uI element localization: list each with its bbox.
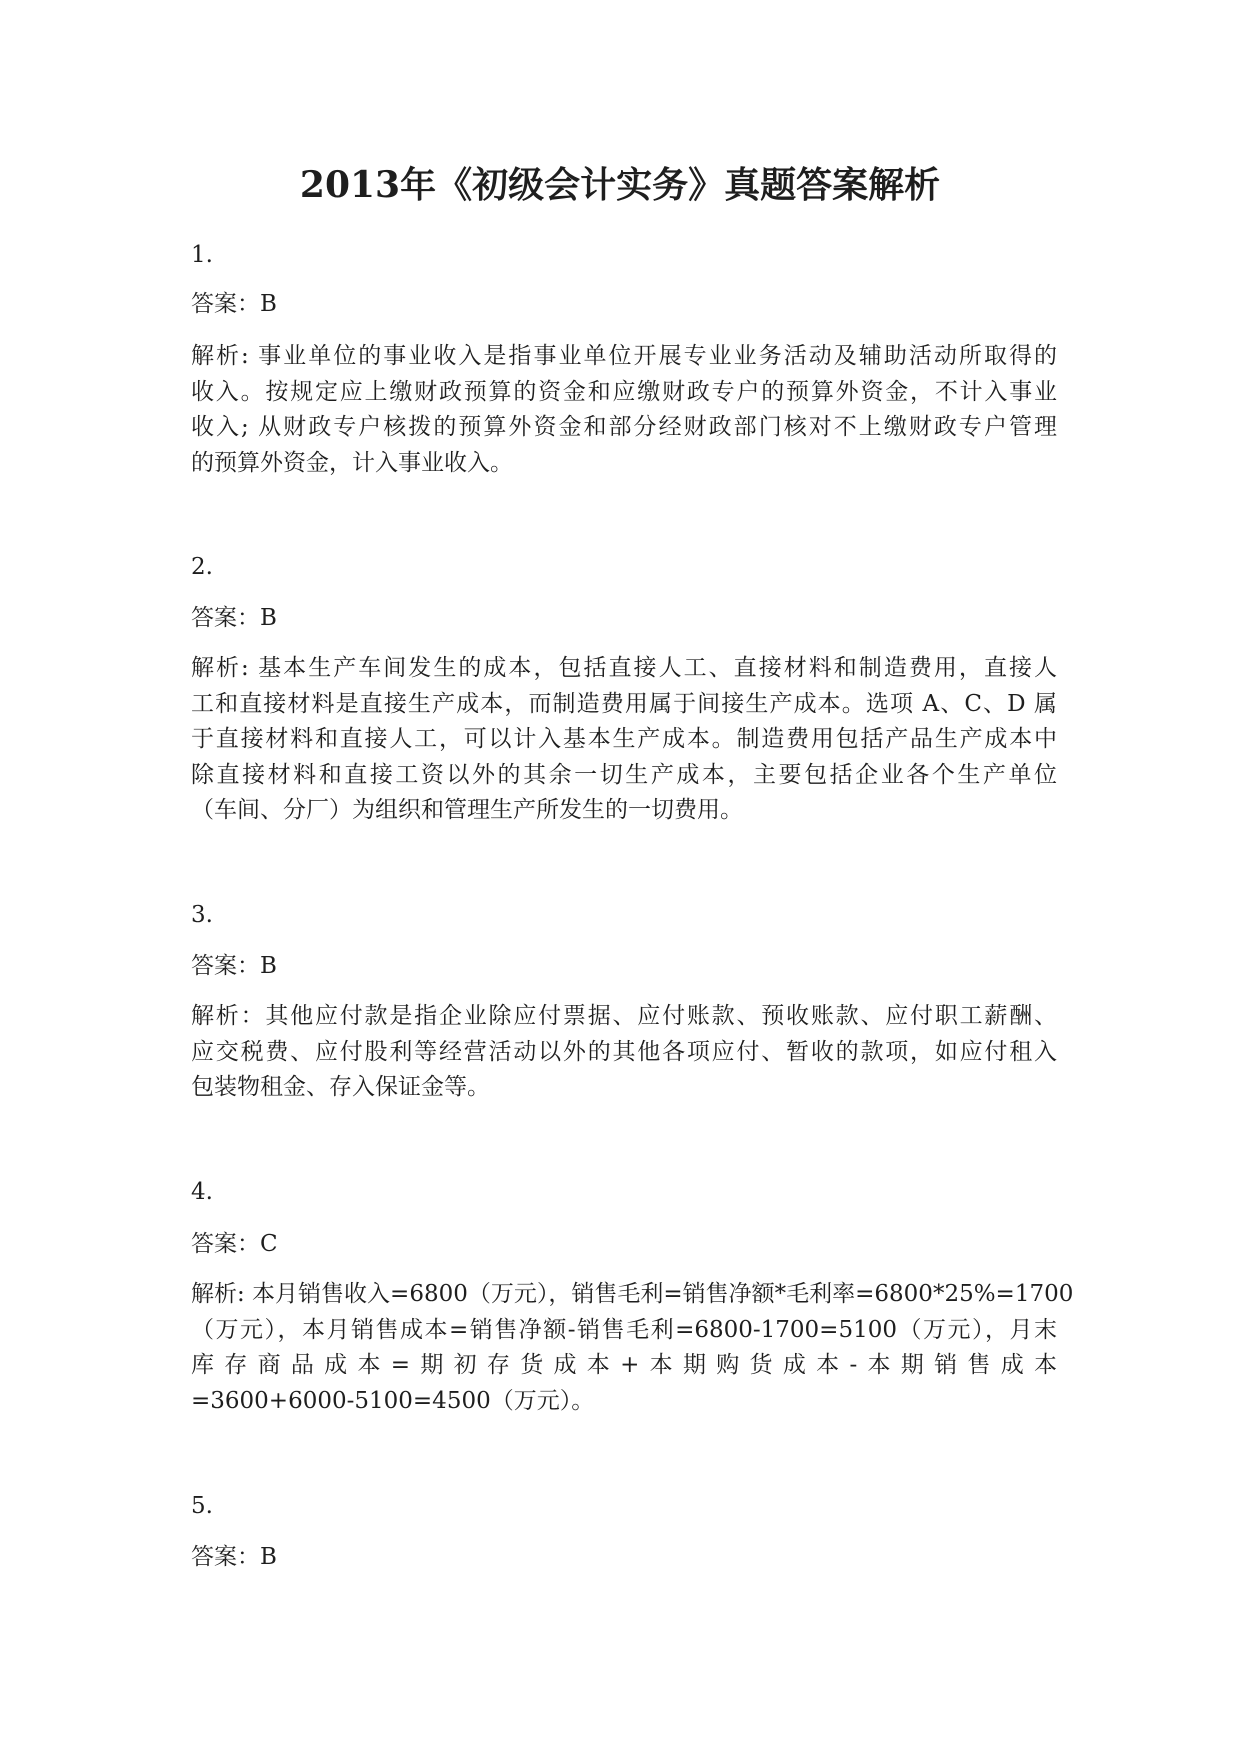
- answer-text: 答案：B: [191, 1544, 277, 1570]
- explanation-line: 除直接材料和直接工资以外的其余一切生产成本，主要包括企业各个生产单位: [191, 761, 1057, 788]
- explanation-line: （车间、分厂）为组织和管理生产所发生的一切费用。: [191, 797, 743, 823]
- answer-text: 答案：B: [191, 605, 277, 631]
- page-title: 2013年《初级会计实务》真题答案解析: [299, 164, 941, 206]
- question-number: 1.: [191, 242, 213, 268]
- explanation-paragraph: [191, 651, 1057, 829]
- explanation-line: 解析: 本月销售收入=6800（万元），销售毛利=销售净额*毛利率=6800*25%=1700: [191, 1281, 1074, 1307]
- explanation-line: 解析：其他应付款是指企业除应付票据、应付账款、预收账款、应付职工薪酬、: [191, 1003, 1057, 1029]
- explanation-line: 库存商品成本=期初存货成本+本期购货成本-本期销售成本: [191, 1352, 1057, 1378]
- explanation-paragraph: [191, 999, 1057, 1106]
- question-number: 5.: [191, 1493, 213, 1519]
- explanation-line: 解析: 基本生产车间发生的成本，包括直接人工、直接材料和制造费用，直接人: [191, 655, 1057, 681]
- explanation-line: 工和直接材料是直接生产成本，而制造费用属于间接生产成本。选项 A、C、D 属: [191, 690, 1057, 717]
- answer-text: 答案：B: [191, 953, 277, 979]
- explanation-line: 应交税费、应付股利等经营活动以外的其他各项应付、暂收的款项，如应付租入: [191, 1038, 1057, 1065]
- explanation-paragraph: [191, 339, 1057, 481]
- question-number: 2.: [191, 554, 213, 580]
- explanation-line: 包装物租金、存入保证金等。: [191, 1074, 490, 1100]
- explanation-line: 收入; 从财政专户核拨的预算外资金和部分经财政部门核对不上缴财政专户管理: [191, 414, 1057, 440]
- question-number: 3.: [191, 902, 213, 928]
- explanation-line: 收入。按规定应上缴财政预算的资金和应缴财政专户的预算外资金，不计入事业: [191, 378, 1057, 405]
- explanation-paragraph: [191, 1277, 1074, 1419]
- answer-text: 答案：C: [191, 1231, 278, 1257]
- explanation-line: 于直接材料和直接人工，可以计入基本生产成本。制造费用包括产品生产成本中: [191, 726, 1057, 752]
- explanation-line: 的预算外资金，计入事业收入。: [191, 449, 513, 476]
- answer-text: 答案：B: [191, 291, 277, 317]
- explanation-line: =3600+6000-5100=4500（万元）。: [191, 1387, 595, 1414]
- explanation-line: 解析: 事业单位的事业收入是指事业单位开展专业业务活动及辅助活动所取得的: [191, 343, 1057, 369]
- question-number: 4.: [191, 1179, 213, 1205]
- explanation-line: （万元），本月销售成本=销售净额-销售毛利=6800-1700=5100（万元），月末: [191, 1316, 1057, 1343]
